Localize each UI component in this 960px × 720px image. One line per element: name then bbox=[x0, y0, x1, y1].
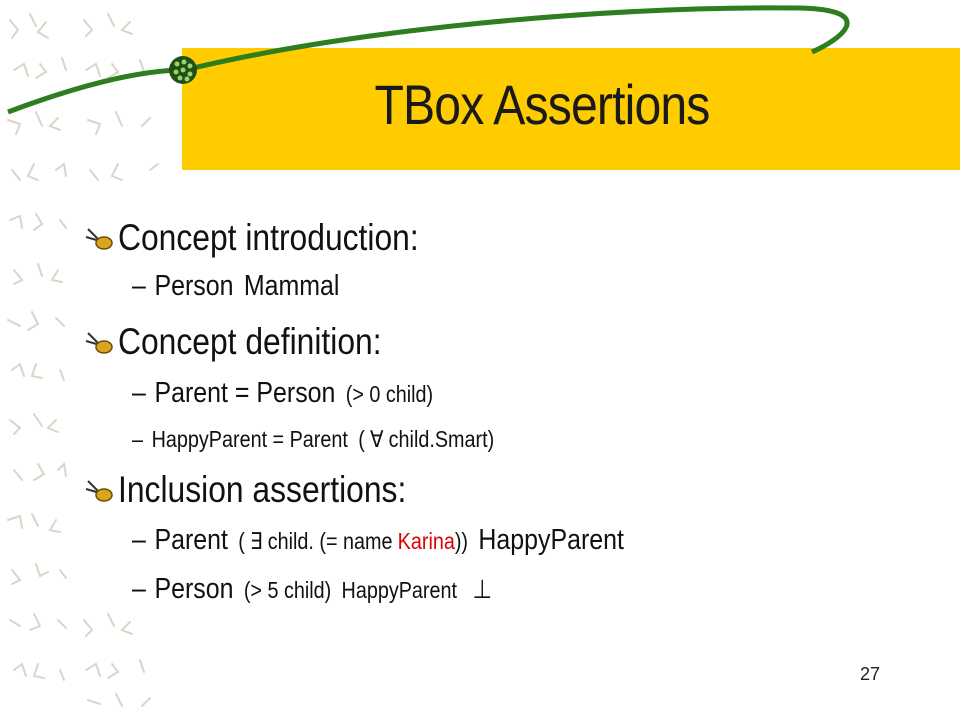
page-number: 27 bbox=[860, 664, 881, 684]
exists-symbol: ∃ bbox=[250, 529, 263, 555]
bullet-label: Concept introduction: bbox=[118, 217, 419, 258]
slide-title: TBox Assertions bbox=[374, 73, 710, 136]
sub-bullet-person-inclusion: – Person (> 5 child) HappyParent ⊥ bbox=[132, 573, 492, 605]
sub-bullet-happyparent-definition: – HappyParent = Parent ( ∀ child.Smart) bbox=[132, 426, 495, 453]
bullet-concept-introduction bbox=[84, 214, 468, 262]
forall-symbol: ∀ bbox=[369, 427, 384, 453]
highlighted-name: Karina bbox=[397, 528, 455, 554]
sub-text: HappyParent = Parent bbox=[151, 426, 348, 452]
bottom-symbol: ⊥ bbox=[472, 575, 492, 605]
bullet-label: Inclusion assertions: bbox=[118, 469, 407, 510]
bullet-inclusion-assertions bbox=[84, 466, 453, 514]
sub-text: Parent bbox=[154, 524, 228, 556]
sub-text: Mammal bbox=[243, 270, 340, 302]
sub-text: child. (= name bbox=[267, 528, 393, 554]
sub-text: HappyParent bbox=[478, 524, 624, 556]
sub-text: ( bbox=[238, 528, 245, 554]
sub-bullet-parent-inclusion: – Parent ( ∃ child. (= name Karina )) HappyParent bbox=[132, 524, 624, 556]
sub-text: ( bbox=[358, 426, 365, 452]
sub-text: )) bbox=[454, 528, 469, 554]
sub-text: child.Smart) bbox=[388, 426, 495, 452]
bee-bullet-icon bbox=[84, 327, 114, 357]
bullet-concept-definition bbox=[84, 318, 424, 366]
sub-text: HappyParent bbox=[341, 577, 457, 603]
sub-text: Person bbox=[154, 270, 234, 302]
sub-text: Parent = Person bbox=[154, 377, 336, 409]
sub-text: (> 0 child) bbox=[345, 381, 434, 407]
bee-bullet-icon bbox=[84, 475, 114, 505]
sub-bullet-parent-definition: – Parent = Person (> 0 child) bbox=[132, 377, 434, 409]
bullet-label: Concept definition: bbox=[118, 321, 382, 362]
bee-bullet-icon bbox=[84, 223, 114, 253]
sub-text: Person bbox=[154, 573, 234, 605]
sub-text: (> 5 child) bbox=[243, 577, 332, 603]
sub-bullet-person-mammal: – Person Mammal bbox=[132, 270, 340, 302]
